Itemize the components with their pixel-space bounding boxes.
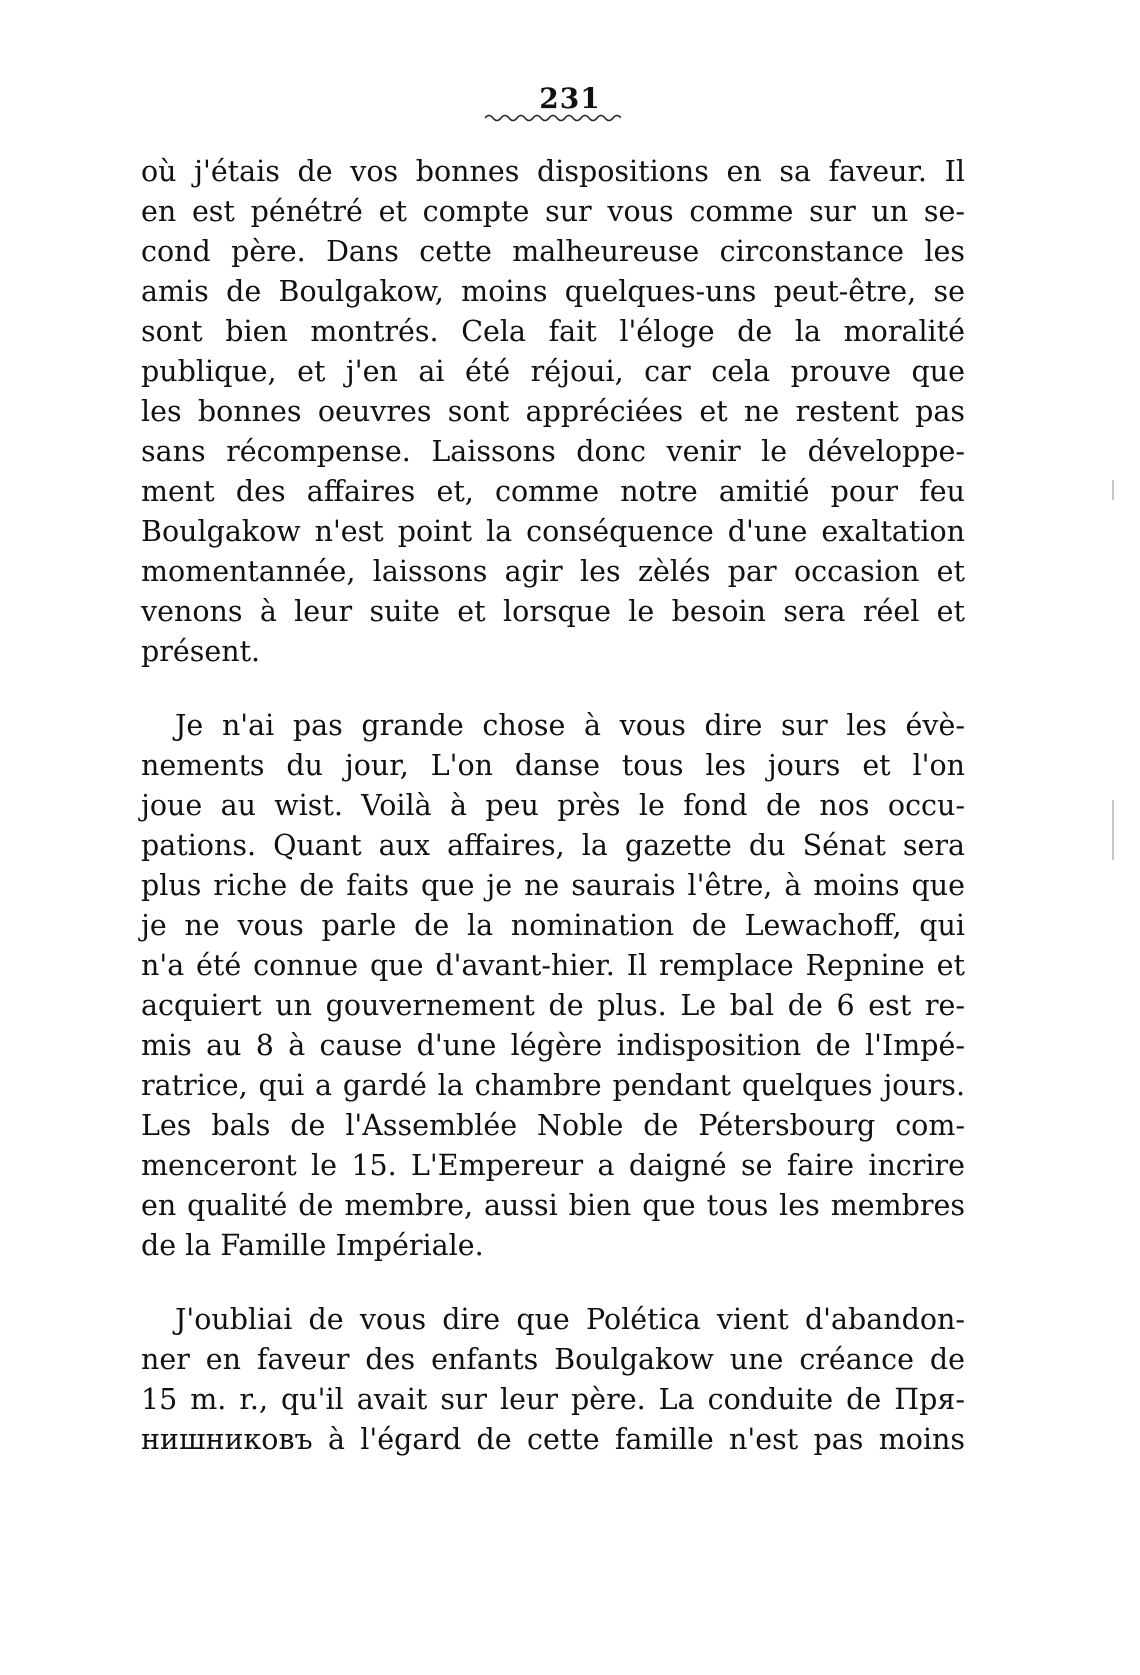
- text-line: en qualité de membre, aussi bien que tous les membres: [141, 1189, 965, 1222]
- text-line: J'oubliai de vous dire que Polética vient d'abandon-: [175, 1303, 965, 1336]
- text-line: venons à leur suite et lorsque le besoin sera réel et: [141, 595, 965, 628]
- paragraph-1: [141, 152, 965, 672]
- text-line: nements du jour, L'on danse tous les jours et l'on: [141, 749, 965, 782]
- text-line: sont bien montrés. Cela fait l'éloge de la moralité: [141, 315, 965, 348]
- text-line: joue au wist. Voilà à peu près le fond de nos occu-: [141, 789, 965, 822]
- text-line: sans récompense. Laissons donc venir le développe-: [141, 435, 965, 468]
- text-line: présent.: [141, 635, 261, 668]
- text-line: Je n'ai pas grande chose à vous dire sur les évè-: [175, 709, 965, 742]
- text-line: mis au 8 à cause d'une légère indisposition de l'Impé-: [141, 1029, 965, 1062]
- scan-artifact-mark: [1112, 480, 1114, 500]
- text-line: de la Famille Impériale.: [141, 1229, 484, 1262]
- scan-artifact-mark: [1112, 800, 1114, 860]
- text-line: ratrice, qui a gardé la chambre pendant quelques jours.: [141, 1069, 965, 1102]
- text-line: cond père. Dans cette malheureuse circonstance les: [141, 235, 965, 268]
- text-line: les bonnes oeuvres sont appréciées et ne restent pas: [141, 395, 965, 428]
- text-line: momentannée, laissons agir les zèlés par occasion et: [141, 555, 965, 588]
- text-line: où j'étais de vos bonnes dispositions en sa faveur. Il: [141, 155, 965, 188]
- text-line: Boulgakow n'est point la conséquence d'une exaltation: [141, 515, 965, 548]
- text-line: ner en faveur des enfants Boulgakow une créance de: [141, 1343, 965, 1376]
- text-line: publique, et j'en ai été réjoui, car cela prouve que: [141, 355, 965, 388]
- text-line: plus riche de faits que je ne saurais l'être, à moins que: [141, 869, 965, 902]
- paragraph-3: [141, 1300, 965, 1460]
- text-line: pations. Quant aux affaires, la gazette du Sénat sera: [141, 829, 965, 862]
- text-line: Les bals de l'Assemblée Noble de Pétersbourg com-: [141, 1109, 965, 1142]
- text-line: ment des affaires et, comme notre amitié pour feu: [141, 475, 965, 508]
- text-line: 15 m. r., qu'il avait sur leur père. La conduite de Пря-: [141, 1383, 965, 1416]
- page-number-ornament: [485, 113, 621, 123]
- text-line: amis de Boulgakow, moins quelques-uns peut-être, se: [141, 275, 965, 308]
- text-line: en est pénétré et compte sur vous comme sur un se-: [141, 195, 965, 228]
- text-line: нишниковъ à l'égard de cette famille n'est pas moins: [141, 1423, 965, 1456]
- text-line: je ne vous parle de la nomination de Lewachoff, qui: [141, 909, 965, 942]
- text-line: n'a été connue que d'avant-hier. Il remplace Repnine et: [141, 949, 965, 982]
- text-line: menceront le 15. L'Empereur a daigné se faire incrire: [141, 1149, 965, 1182]
- page-number: 231: [539, 82, 601, 115]
- text-line: acquiert un gouvernement de plus. Le bal de 6 est re-: [141, 989, 965, 1022]
- paragraph-2: [141, 706, 965, 1266]
